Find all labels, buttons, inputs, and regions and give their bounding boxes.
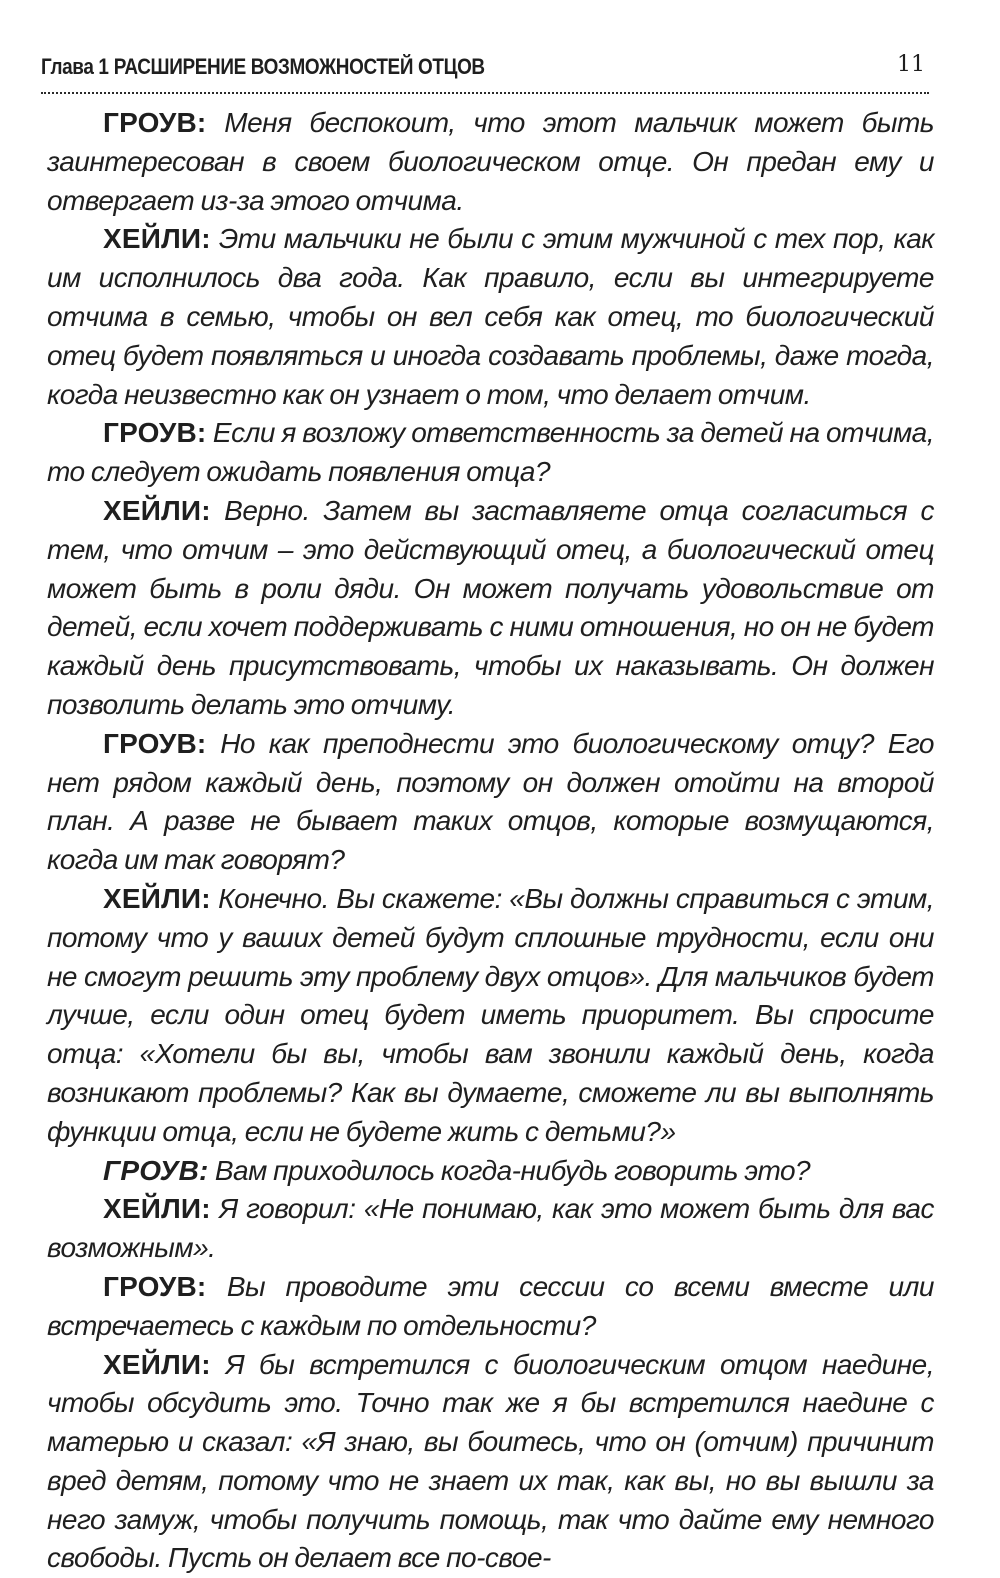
speaker-label: ХЕЙЛИ: [103,495,211,526]
paragraph-8 [47,1190,934,1268]
paragraph-10 [47,1346,934,1578]
paragraph-6 [47,880,934,1152]
paragraph-text: Верно. Затем вы заставляете отца согласиться с тем, что отчим – это действующий отец, а биологический отец может быть в роли дяди. Он может получать удовольствие от детей, если хочет поддерживать с ними отношения, но он не будет каждый день присутствовать, чтобы их наказывать. Он должен позволить делать это отчиму. [47,495,934,720]
paragraph-7 [47,1152,934,1191]
speaker-label: ХЕЙЛИ: [103,1349,211,1380]
paragraph-text: Эти мальчики не были с этим мужчиной с тех пор, как им исполнилось два года. Как правило, если вы интегрируете отчима в семью, чтобы он вел себя как отец, то биологический отец будет появляться и иногда создавать проблемы, даже тогда, когда неизвестно как он узнает о том, что делает отчим. [47,223,934,409]
paragraph-text: Я бы встретился с биологическим отцом наедине, чтобы обсудить это. Точно так же я бы встретился наедине с матерью и сказал: «Я знаю, вы боитесь, что он (отчим) причинит вред детям, потому что не знает их так, как вы, но вы вышли за него замуж, чтобы получить помощь, так что дайте ему немного свободы. Пусть он делает все по-свое- [47,1349,934,1574]
dialogue-text [47,104,934,1578]
paragraph-4 [47,492,934,725]
speaker-label: ГРОУВ: [103,107,206,138]
paragraph-9 [47,1268,934,1346]
paragraph-text: Меня беспокоит, что этот мальчик может быть заинтересован в своем биологическом отце. Он предан ему и отвергает из-за этого отчима. [47,107,934,216]
running-header [41,52,929,94]
speaker-label: ХЕЙЛИ: [103,883,211,914]
paragraph-1 [47,104,934,220]
paragraph-text: Я говорил: «Не понимаю, как это может быть для вас возможным». [47,1193,934,1263]
chapter-title: РАСШИРЕНИЕ ВОЗМОЖНОСТЕЙ ОТЦОВ [114,54,485,79]
page-number: 11 [897,52,925,77]
paragraph-5 [47,725,934,880]
paragraph-3 [47,414,934,492]
paragraph-text: Вы проводите эти сессии со всеми вместе или встречаетесь с каждым по отдельности? [47,1271,934,1341]
paragraph-text: Конечно. Вы скажете: «Вы должны справиться с этим, потому что у ваших детей будут сплошные трудности, если они не смогут решить эту проблему двух отцов». Для мальчиков будет лучше, если один отец будет иметь приоритет. Вы спросите отца: «Хотели бы вы, чтобы вам звонили каждый день, когда возникают проблемы? Как вы думаете, сможете ли вы выполнять функции отца, если не будете жить с детьми?» [47,883,934,1147]
speaker-label: ГРОУВ: [103,1271,206,1302]
chapter-label: Глава 1 [41,54,109,79]
paragraph-2 [47,220,934,414]
speaker-label: ГРОУВ: [103,728,206,759]
paragraph-text: Если я возложу ответственность за детей на отчима, то следует ожидать появления отца? [47,417,934,487]
paragraph-text: Вам приходилось когда-нибудь говорить это? [215,1155,810,1186]
paragraph-text: Но как преподнести это биологическому отцу? Его нет рядом каждый день, поэтому он должен отойти на второй план. А разве не бывает таких отцов, которые возмущаются, когда им так говорят? [47,728,934,875]
speaker-label: ХЕЙЛИ: [103,1193,211,1224]
running-title [41,54,485,80]
speaker-label: ХЕЙЛИ: [103,223,211,254]
speaker-label: ГРОУВ: [103,417,206,448]
speaker-label: ГРОУВ: [103,1155,209,1186]
